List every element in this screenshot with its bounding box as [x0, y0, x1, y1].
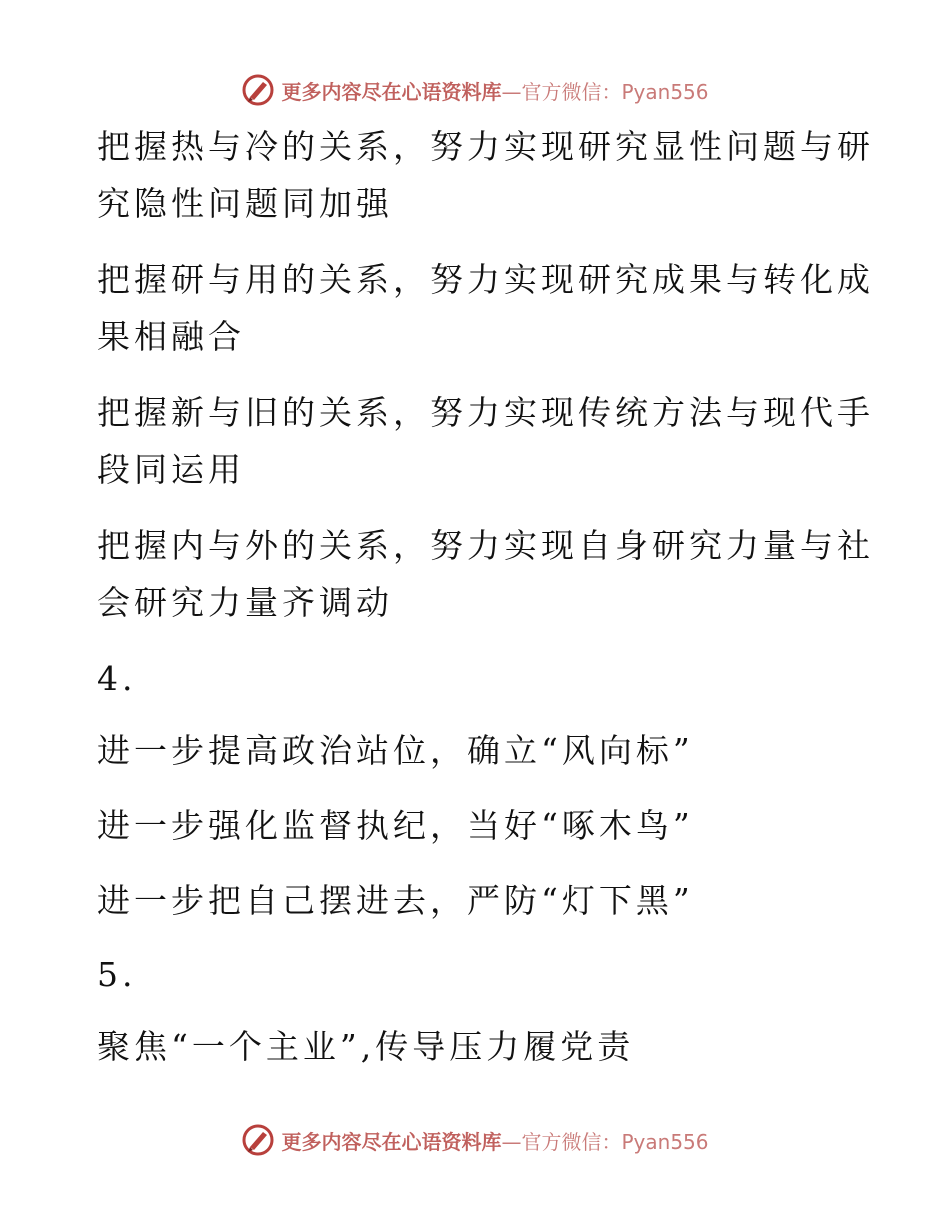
footer-watermark-wechat-id: Pyan556 [621, 1129, 709, 1154]
footer-watermark-wechat-label: 官方微信： [521, 1129, 622, 1154]
header-watermark [0, 70, 950, 110]
text-line-4: 果相融合 [97, 317, 245, 356]
header-watermark-wechat-id: Pyan556 [621, 79, 709, 104]
text-line-12: 聚焦“一个主业”,传导压力履党责 [97, 1027, 635, 1066]
text-line-3: 把握研与用的关系，努力实现研究成果与转化成 [97, 260, 874, 299]
header-watermark-title: 更多内容尽在心语资料库 [281, 79, 502, 104]
section-number-5: 5. [97, 955, 137, 994]
text-line-11: 进一步把自己摆进去，严防“灯下黑” [97, 881, 694, 920]
text-line-2: 究隐性问题同加强 [97, 184, 393, 223]
header-watermark-wechat-label: 官方微信： [521, 79, 622, 104]
header-watermark-separator: — [501, 79, 522, 104]
text-line-10: 进一步强化监督执纪，当好“啄木鸟” [97, 806, 694, 845]
footer-watermark-title: 更多内容尽在心语资料库 [281, 1129, 502, 1154]
pen-logo-icon [241, 1123, 275, 1157]
text-line-7: 把握内与外的关系，努力实现自身研究力量与社 [97, 526, 874, 565]
footer-watermark-text [281, 1126, 708, 1155]
text-line-6: 段同运用 [97, 450, 245, 489]
text-line-8: 会研究力量齐调动 [97, 583, 393, 622]
footer-watermark-separator: — [501, 1129, 522, 1154]
text-line-5: 把握新与旧的关系，努力实现传统方法与现代手 [97, 393, 874, 432]
text-line-9: 进一步提高政治站位，确立“风向标” [97, 731, 694, 770]
section-number-4: 4. [97, 659, 137, 698]
footer-watermark [0, 1120, 950, 1160]
pen-logo-icon [241, 73, 275, 107]
footer-watermark-inner [241, 1123, 708, 1157]
text-line-1: 把握热与冷的关系，努力实现研究显性问题与研 [97, 127, 874, 166]
header-watermark-text [281, 76, 708, 105]
header-watermark-inner [241, 73, 708, 107]
